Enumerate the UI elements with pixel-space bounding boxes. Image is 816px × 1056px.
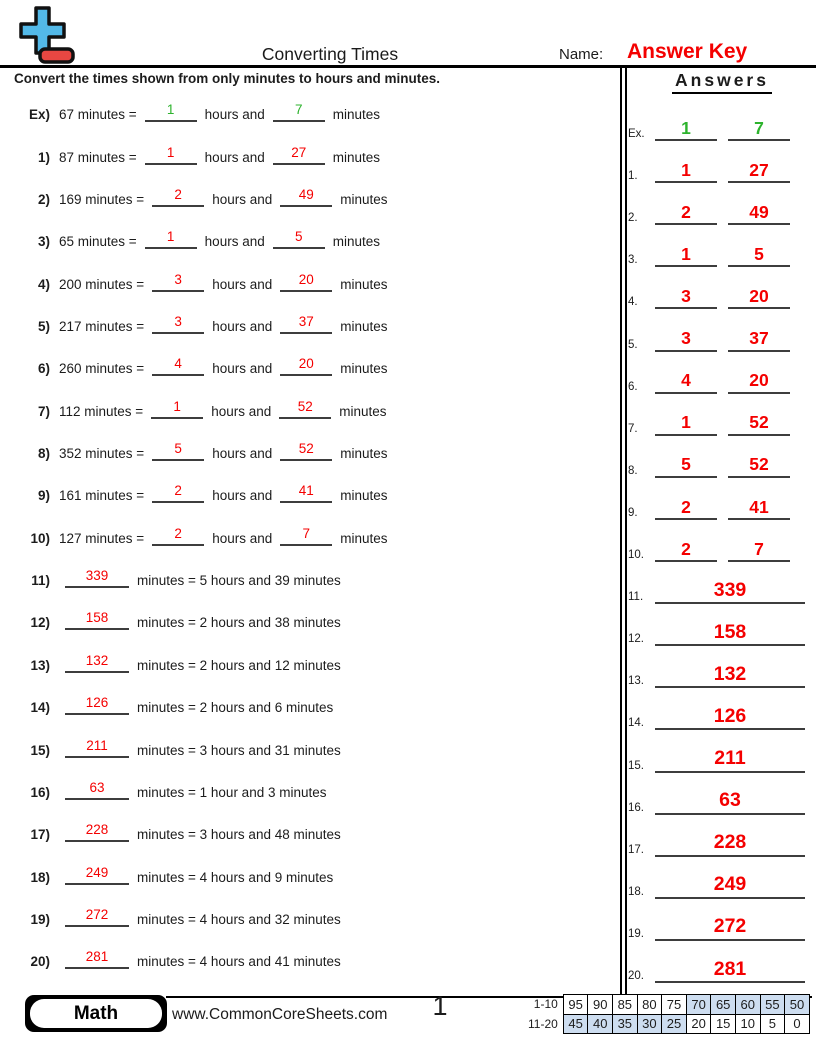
score-row-label: 11-20 <box>528 1016 558 1031</box>
problem-row <box>14 221 610 263</box>
answer-value-blank <box>728 203 790 225</box>
given-answer-blank <box>65 822 129 842</box>
given-answer-blank <box>65 907 129 927</box>
answer-value: 1 <box>681 159 691 180</box>
answer-number: 16. <box>628 801 644 814</box>
problem-text: hours and <box>212 446 273 462</box>
answer-value-blank <box>655 161 717 183</box>
score-cell: 80 <box>637 995 662 1015</box>
answer-number: 6. <box>628 380 638 393</box>
problem-number: 13) <box>30 657 50 673</box>
math-badge-pill <box>30 999 162 1028</box>
answer-value: 3 <box>174 314 182 330</box>
answer-value-blank <box>655 540 717 562</box>
problem-row <box>14 94 610 136</box>
answer-value: 2 <box>174 525 182 541</box>
hours-answer-blank <box>152 272 204 292</box>
answer-value: 1 <box>166 102 175 118</box>
problem-text: hours and <box>204 149 265 165</box>
answer-value: 5 <box>174 441 182 457</box>
answer-row <box>628 652 816 694</box>
given-answer-blank <box>65 610 129 630</box>
problem-number: 12) <box>30 615 50 631</box>
answer-value: 20 <box>298 356 314 372</box>
hours-answer-blank <box>145 229 197 249</box>
answer-value-blank <box>655 706 805 730</box>
minutes-answer-blank <box>280 272 332 292</box>
problem-row <box>14 899 610 941</box>
answer-value: 49 <box>298 187 314 203</box>
answer-value-blank <box>655 329 717 351</box>
answer-value: 63 <box>719 789 741 812</box>
answer-row <box>628 568 816 610</box>
problem-text: minutes = 4 hours and 32 minutes <box>137 911 341 927</box>
answer-value: 1 <box>166 144 175 160</box>
column-divider <box>620 66 627 995</box>
instruction-text: Convert the times shown from only minutes to hours and minutes. <box>14 71 441 86</box>
problem-number: 16) <box>30 784 50 800</box>
header-rule <box>0 65 816 68</box>
score-cell: 35 <box>613 1014 638 1034</box>
hours-answer-blank <box>152 187 204 207</box>
problem-text: minutes <box>340 276 388 292</box>
answer-value-blank <box>655 455 717 477</box>
score-cell: 5 <box>760 1014 785 1034</box>
answer-value: 52 <box>298 441 314 457</box>
answer-value: 20 <box>749 286 769 307</box>
math-badge-label: Math <box>73 1002 119 1024</box>
problem-text: 161 minutes = <box>59 488 145 504</box>
score-cell: 85 <box>613 995 638 1015</box>
answer-number: 7. <box>628 422 638 435</box>
score-cell: 45 <box>563 1014 588 1034</box>
problem-number: 7) <box>37 403 50 419</box>
answer-value: 1 <box>681 244 691 264</box>
minutes-answer-blank <box>280 187 332 207</box>
math-badge <box>25 995 167 1032</box>
problem-row <box>14 306 610 348</box>
problem-text: hours and <box>212 530 273 546</box>
answer-value: 126 <box>85 695 109 711</box>
minutes-answer-blank <box>280 483 332 503</box>
answer-value: 4 <box>681 370 691 391</box>
answer-value: 7 <box>294 102 303 118</box>
answer-value: 339 <box>85 568 109 584</box>
answer-value: 1 <box>681 412 691 433</box>
problem-row <box>14 560 610 602</box>
problem-number: 4) <box>37 276 50 292</box>
page-title: Converting Times <box>261 44 399 64</box>
minutes-answer-blank <box>273 229 325 249</box>
answer-value: 4 <box>174 356 182 372</box>
problem-row <box>14 814 610 856</box>
problem-text: 87 minutes = <box>59 149 137 165</box>
given-answer-blank <box>65 949 129 969</box>
problem-text: minutes = 2 hours and 12 minutes <box>137 657 341 673</box>
answer-value: 3 <box>681 328 691 349</box>
answer-number: 5. <box>628 338 638 351</box>
problem-row <box>14 348 610 390</box>
answer-value-blank <box>655 832 805 856</box>
answer-row <box>628 947 816 989</box>
answers-list <box>628 105 816 989</box>
given-answer-blank <box>65 865 129 885</box>
answer-row <box>628 231 816 273</box>
minutes-answer-blank <box>273 102 325 122</box>
problem-text: minutes = 4 hours and 9 minutes <box>137 869 334 885</box>
answer-value: 20 <box>298 271 314 287</box>
score-cell: 0 <box>785 1014 810 1034</box>
problem-number: 11) <box>31 573 50 589</box>
minutes-answer-blank <box>280 441 332 461</box>
hours-answer-blank <box>145 145 197 165</box>
problem-text: hours and <box>204 107 265 123</box>
answer-value: 272 <box>713 915 747 938</box>
hours-answer-blank <box>152 356 204 376</box>
answer-value-blank <box>655 874 805 898</box>
hours-answer-blank <box>152 314 204 334</box>
problem-row <box>14 687 610 729</box>
answer-value: 52 <box>297 398 313 414</box>
answer-number: 1. <box>628 170 638 183</box>
answer-value: 41 <box>749 496 769 517</box>
problem-text: hours and <box>211 403 272 419</box>
problem-text: minutes = 2 hours and 6 minutes <box>137 700 334 716</box>
answer-row <box>628 315 816 357</box>
score-cell: 20 <box>686 1014 711 1034</box>
answer-value: 281 <box>85 949 109 965</box>
answer-value: 228 <box>713 831 747 854</box>
problem-number: 9) <box>37 488 50 504</box>
answer-value: 1 <box>173 398 181 414</box>
problem-text: 200 minutes = <box>59 276 145 292</box>
problem-number: 20) <box>30 954 50 970</box>
problem-number: 19) <box>30 911 50 927</box>
answer-value-blank <box>655 287 717 309</box>
score-cell: 15 <box>711 1014 736 1034</box>
answer-value-blank <box>728 455 790 477</box>
answer-value: 272 <box>85 906 109 922</box>
problem-number: Ex) <box>28 107 50 123</box>
answer-number: 15. <box>628 759 644 772</box>
problem-row <box>14 772 610 814</box>
answer-value-blank <box>655 580 805 604</box>
answer-value: 2 <box>174 483 182 499</box>
hours-answer-blank <box>145 102 197 122</box>
problem-text: minutes <box>340 446 388 462</box>
score-table <box>528 994 810 1034</box>
hours-answer-blank <box>151 399 203 419</box>
minutes-answer-blank <box>279 399 331 419</box>
answer-value-blank <box>655 959 805 983</box>
answer-value-blank <box>655 203 717 225</box>
answer-number: 8. <box>628 464 638 477</box>
answer-row <box>628 484 816 526</box>
answer-value: 5 <box>681 454 691 475</box>
score-cell: 70 <box>686 995 711 1015</box>
answer-row <box>628 905 816 947</box>
problem-number: 8) <box>37 446 50 462</box>
answer-key-label: Answer Key <box>627 40 748 63</box>
score-cell: 60 <box>735 995 760 1015</box>
problems-list <box>14 94 610 983</box>
problem-text: minutes = 3 hours and 31 minutes <box>137 742 341 758</box>
problem-text: 67 minutes = <box>59 107 137 123</box>
answer-row <box>628 526 816 568</box>
answer-value: 37 <box>749 328 769 349</box>
score-cell: 25 <box>662 1014 687 1034</box>
answer-value: 5 <box>294 229 303 245</box>
problem-text: minutes <box>332 107 380 123</box>
problem-text: minutes <box>340 361 388 377</box>
problem-row <box>14 602 610 644</box>
answer-value-blank <box>655 664 805 688</box>
answer-number: 19. <box>628 927 644 940</box>
answer-value-blank <box>655 119 717 141</box>
answer-value: 132 <box>713 662 747 685</box>
answer-value: 41 <box>298 483 314 499</box>
answer-value-blank <box>655 371 717 393</box>
score-row <box>528 995 809 1015</box>
problem-number: 10) <box>30 530 50 546</box>
problem-text: minutes <box>340 192 388 208</box>
problem-row <box>14 517 610 559</box>
answer-row <box>628 694 816 736</box>
answers-panel <box>628 70 816 989</box>
minutes-answer-blank <box>280 356 332 376</box>
problem-number: 6) <box>37 361 50 377</box>
answer-value-blank <box>655 498 717 520</box>
answer-value: 211 <box>86 737 108 753</box>
problem-row <box>14 729 610 771</box>
answer-value-blank <box>728 540 790 562</box>
answer-number: 20. <box>628 969 644 982</box>
minutes-answer-blank <box>273 145 325 165</box>
answer-number: 4. <box>628 296 638 309</box>
answer-number: 18. <box>628 885 644 898</box>
answer-value: 3 <box>681 286 691 307</box>
answer-row <box>628 610 816 652</box>
answer-row <box>628 189 816 231</box>
answer-row <box>628 779 816 821</box>
problem-text: minutes = 3 hours and 48 minutes <box>137 827 341 843</box>
answer-value: 3 <box>174 271 182 287</box>
answer-row <box>628 147 816 189</box>
problem-text: hours and <box>204 234 265 250</box>
score-cell: 90 <box>588 995 613 1015</box>
problem-text: 65 minutes = <box>59 234 137 250</box>
problem-number: 14) <box>30 700 50 716</box>
problem-text: minutes = 5 hours and 39 minutes <box>137 573 341 589</box>
answer-row <box>628 358 816 400</box>
answer-value: 7 <box>754 117 764 138</box>
problem-row <box>14 856 610 898</box>
answers-title: Answers <box>672 70 772 94</box>
hours-answer-blank <box>152 526 204 546</box>
given-answer-blank <box>65 695 129 715</box>
answer-value: 158 <box>85 610 109 626</box>
problem-text: 112 minutes = <box>59 403 144 419</box>
answer-value: 5 <box>754 244 764 264</box>
score-cell: 40 <box>588 1014 613 1034</box>
problem-number: 17) <box>30 827 50 843</box>
answer-value: 2 <box>681 496 691 517</box>
problem-number: 5) <box>37 319 50 335</box>
answer-value: 7 <box>302 525 310 541</box>
answer-number: 17. <box>628 843 644 856</box>
answer-value-blank <box>728 371 790 393</box>
problem-text: minutes <box>332 149 380 165</box>
answer-value: 249 <box>713 873 747 896</box>
problem-text: minutes <box>332 234 380 250</box>
given-answer-blank <box>65 568 129 588</box>
answer-row <box>628 273 816 315</box>
answer-value-blank <box>728 498 790 520</box>
answer-value: 52 <box>749 412 769 433</box>
problem-row <box>14 390 610 432</box>
answer-value: 27 <box>291 144 307 160</box>
problem-row <box>14 475 610 517</box>
answer-row <box>628 105 816 147</box>
answer-row <box>628 736 816 778</box>
answer-value: 2 <box>681 538 691 559</box>
score-cell: 10 <box>735 1014 760 1034</box>
score-cell: 55 <box>760 995 785 1015</box>
problem-row <box>14 433 610 475</box>
problem-text: 127 minutes = <box>59 530 145 546</box>
answer-value: 249 <box>85 864 109 880</box>
answer-value: 126 <box>713 704 747 727</box>
problem-text: 217 minutes = <box>59 319 145 335</box>
problem-text: minutes <box>340 319 388 335</box>
answer-value: 37 <box>298 314 314 330</box>
hours-answer-blank <box>152 483 204 503</box>
answer-value: 2 <box>174 187 182 203</box>
problem-row <box>14 136 610 178</box>
given-answer-blank <box>65 738 129 758</box>
problem-text: 260 minutes = <box>59 361 145 377</box>
problem-text: hours and <box>212 361 273 377</box>
problem-number: 2) <box>37 192 50 208</box>
answer-value: 281 <box>713 957 747 980</box>
answer-value-blank <box>728 287 790 309</box>
answer-value: 49 <box>749 201 769 222</box>
answer-value: 1 <box>681 117 691 138</box>
score-cell: 95 <box>563 995 588 1015</box>
problem-text: minutes <box>340 530 388 546</box>
answer-number: 10. <box>628 549 644 562</box>
answer-value: 339 <box>713 578 747 601</box>
problem-text: hours and <box>212 276 273 292</box>
problem-text: minutes = 2 hours and 38 minutes <box>137 615 341 631</box>
answer-value: 211 <box>714 747 746 770</box>
answer-value-blank <box>655 916 805 940</box>
answer-number: 13. <box>628 675 644 688</box>
score-row <box>528 1014 809 1034</box>
answer-value-blank <box>728 161 790 183</box>
problem-number: 1) <box>37 149 50 165</box>
answer-value: 132 <box>85 652 109 668</box>
hours-answer-blank <box>152 441 204 461</box>
problem-text: minutes = 4 hours and 41 minutes <box>137 954 341 970</box>
answer-row <box>628 442 816 484</box>
problem-text: hours and <box>212 488 273 504</box>
problem-row <box>14 941 610 983</box>
answer-value-blank <box>655 790 805 814</box>
answer-number: Ex. <box>628 128 645 141</box>
answer-number: 12. <box>628 633 644 646</box>
answer-number: 11. <box>628 591 644 604</box>
problem-text: minutes <box>339 403 387 419</box>
minutes-answer-blank <box>280 526 332 546</box>
answer-row <box>628 821 816 863</box>
score-cell: 30 <box>637 1014 662 1034</box>
answer-value-blank <box>655 413 717 435</box>
answer-value-blank <box>728 329 790 351</box>
problem-text: 169 minutes = <box>59 192 145 208</box>
answer-number: 9. <box>628 506 638 519</box>
minutes-answer-blank <box>280 314 332 334</box>
answer-row <box>628 863 816 905</box>
answer-value-blank <box>655 622 805 646</box>
answer-value-blank <box>728 119 790 141</box>
answer-value: 2 <box>681 201 691 222</box>
score-cell: 50 <box>785 995 810 1015</box>
answers-title-wrap <box>628 70 816 105</box>
problem-row <box>14 179 610 221</box>
problem-text: hours and <box>212 192 273 208</box>
answer-value: 63 <box>89 779 105 795</box>
answer-number: 14. <box>628 717 644 730</box>
answer-value: 1 <box>166 229 175 245</box>
answer-value-blank <box>655 748 805 772</box>
problem-text: minutes <box>340 488 388 504</box>
given-answer-blank <box>65 780 129 800</box>
given-answer-blank <box>65 653 129 673</box>
answer-value: 158 <box>713 620 747 643</box>
answer-value: 228 <box>85 822 109 838</box>
page-number: 1 <box>432 991 448 1021</box>
problem-row <box>14 263 610 305</box>
problem-row <box>14 644 610 686</box>
problem-number: 18) <box>30 869 50 885</box>
score-cell: 65 <box>711 995 736 1015</box>
problem-text: 352 minutes = <box>59 446 145 462</box>
answer-number: 3. <box>628 254 638 267</box>
problem-number: 15) <box>30 742 50 758</box>
answer-value-blank <box>728 245 790 267</box>
answer-number: 2. <box>628 212 638 225</box>
problem-number: 3) <box>37 234 50 250</box>
answer-value-blank <box>655 245 717 267</box>
answer-value: 20 <box>749 370 769 391</box>
answer-value-blank <box>728 413 790 435</box>
answer-row <box>628 400 816 442</box>
answer-value: 27 <box>749 159 769 180</box>
problem-text: hours and <box>212 319 273 335</box>
website-text: www.CommonCoreSheets.com <box>172 1006 388 1023</box>
answer-value: 7 <box>754 538 764 559</box>
score-cell: 75 <box>662 995 687 1015</box>
name-label: Name: <box>559 46 604 63</box>
problem-text: minutes = 1 hour and 3 minutes <box>137 784 327 800</box>
score-row-label: 1-10 <box>533 997 558 1012</box>
answer-value: 52 <box>749 454 769 475</box>
